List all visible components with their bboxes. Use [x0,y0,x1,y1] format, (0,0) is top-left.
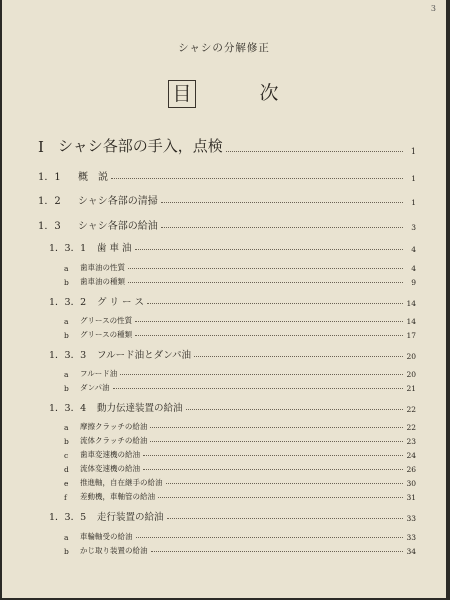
toc-entry-number: a [64,533,69,542]
toc-entry-number: 1．3．2 [49,297,87,308]
toc-entry-number: f [64,493,67,502]
toc-leader-dots [194,356,403,357]
toc-entry-label: シャシ各部の給油 [78,221,158,232]
toc-entry-page: 20 [406,352,416,361]
toc-entry-number: a [64,264,69,273]
toc-entry-number: Ⅰ [38,138,44,156]
toc-entry-page: 21 [406,384,416,393]
toc-entry-page: 33 [406,514,416,523]
toc-entry-number: b [64,437,69,446]
toc-entry-page: 22 [406,405,416,414]
toc-leader-dots [158,497,403,498]
toc-entry-page: 1 [411,174,416,183]
toc-entry-number: 1．3 [38,221,61,232]
toc-entry-label: 車輪軸受の給油 [80,532,133,541]
toc-leader-dots [120,374,403,375]
toc-entry-1-3-4 [49,400,416,414]
toc-entry-label: かじ取り装置の給油 [80,546,148,555]
toc-entry-page: 14 [406,299,416,308]
toc-entry-label: 流体クラッチの給油 [80,436,148,445]
toc-entry-label: 推進軸，自在継手の給油 [80,478,163,487]
toc-entry-1-3-4-e [64,477,416,488]
toc-leader-dots [147,303,403,304]
toc-entry-label: フルード油とダンパ油 [97,350,192,361]
toc-leader-dots [128,282,403,283]
toc-entry-page: 14 [406,317,416,326]
toc-entry-label: 差動機，車軸管の給油 [80,492,155,501]
toc-entry-1-3 [38,217,416,232]
toc-leader-dots [136,537,404,538]
toc-entry-page: 34 [406,547,416,556]
toc-entry-label: 歯車油の性質 [80,263,125,272]
toc-entry-1-2 [38,192,416,207]
toc-entry-number: b [64,331,69,340]
toc-entry-page: 31 [406,493,416,502]
toc-entry-label: 流体変速機の給油 [80,464,140,473]
toc-entry-number: 1．2 [38,196,61,207]
toc-entry-1-3-3-b [64,382,416,393]
toc-leader-dots [226,151,403,152]
toc-entry-label: 歯 車 油 [97,243,132,254]
book-title: シャシの分解修正 [178,42,270,54]
toc-entry-label: フルード油 [80,369,118,378]
toc-entry-label: シャシ各部の清掃 [78,196,158,207]
toc-entry-label: シャシ各部の手入，点検 [58,137,223,155]
toc-entry-1-1 [38,168,416,183]
toc-leader-dots [166,483,404,484]
toc-entry-label: グリースの性質 [80,316,133,325]
toc-entry-page: 22 [406,423,416,432]
toc-heading [168,80,308,108]
toc-entry-label: 動力伝達装置の給油 [97,403,183,414]
toc-entry-page: 4 [411,264,416,273]
toc-entry-1-3-2-b [64,329,416,340]
toc-entry-page: 1 [411,198,416,207]
toc-leader-dots [135,321,403,322]
toc-leader-dots [135,335,403,336]
toc-entry-number: 1．3．4 [49,403,87,414]
toc-entry-1-3-2-a [64,315,416,326]
toc-entry-page: 9 [411,278,416,287]
toc-entry-1-3-1-b [64,276,416,287]
toc-entry-number: b [64,547,69,556]
toc-leader-dots [128,268,403,269]
toc-leader-dots [161,202,403,203]
toc-entry-label: 走行装置の給油 [97,512,164,523]
toc-entry-1-3-1 [49,240,416,254]
toc-leader-dots [135,249,403,250]
toc-entry-1-3-4-b [64,435,416,446]
book-page [2,0,446,598]
toc-entry-page: 33 [406,533,416,542]
toc-entry-page: 26 [406,465,416,474]
toc-entry-page: 17 [406,331,416,340]
toc-entry-1-3-4-a [64,421,416,432]
toc-entry-number: a [64,370,69,379]
toc-entry-label: 概 説 [78,172,108,183]
toc-entry-page: 1 [410,147,416,156]
page-number: 3 [430,4,436,13]
toc-leader-dots [167,518,403,519]
toc-entry-1-3-1-a [64,262,416,273]
toc-entry-number: b [64,384,69,393]
toc-entry-1-3-4-d [64,463,416,474]
toc-leader-dots [111,178,403,179]
toc-entry-1-3-4-c [64,449,416,460]
toc-entry-page: 24 [406,451,416,460]
toc-leader-dots [151,551,404,552]
toc-entry-number: b [64,278,69,287]
toc-entry-label: 歯車変速機の給油 [80,450,140,459]
toc-entry-label: ダンパ油 [80,383,110,392]
toc-leader-dots [143,455,403,456]
toc-entry-number: a [64,317,69,326]
toc-entry-page: 30 [406,479,416,488]
toc-entry-1-3-4-f [64,491,416,502]
toc-entry-number: 1．3．5 [49,512,87,523]
toc-entry-number: d [64,465,69,474]
toc-leader-dots [113,388,403,389]
toc-entry-1-3-5-a [64,531,416,542]
toc-leader-dots [161,227,403,228]
toc-heading-char-1: 目 [168,80,196,108]
toc-entry-label: グリースの種類 [80,330,133,339]
toc-entry-page: 3 [411,223,416,232]
toc-entry-page: 23 [406,437,416,446]
toc-entry-chapter-1 [38,135,416,156]
toc-leader-dots [150,441,403,442]
toc-entry-label: 摩擦クラッチの給油 [80,422,148,431]
toc-entry-1-3-3-a [64,368,416,379]
toc-entry-label: グ リ ー ス [97,297,145,308]
toc-entry-number: 1．3．3 [49,350,87,361]
toc-entry-number: e [64,479,69,488]
toc-entry-page: 20 [406,370,416,379]
toc-entry-1-3-2 [49,294,416,308]
toc-leader-dots [143,469,403,470]
toc-entry-number: c [64,451,69,460]
toc-entry-label: 歯車油の種類 [80,277,125,286]
toc-entry-1-3-5 [49,509,416,523]
toc-heading-char-2: 次 [259,82,279,104]
toc-entry-number: a [64,423,69,432]
toc-entry-1-3-3 [49,347,416,361]
toc-leader-dots [150,427,403,428]
toc-entry-1-3-5-b [64,545,416,556]
toc-entry-number: 1．1 [38,172,61,183]
toc-entry-number: 1．3．1 [49,243,87,254]
toc-entry-page: 4 [411,245,416,254]
toc-leader-dots [186,409,403,410]
